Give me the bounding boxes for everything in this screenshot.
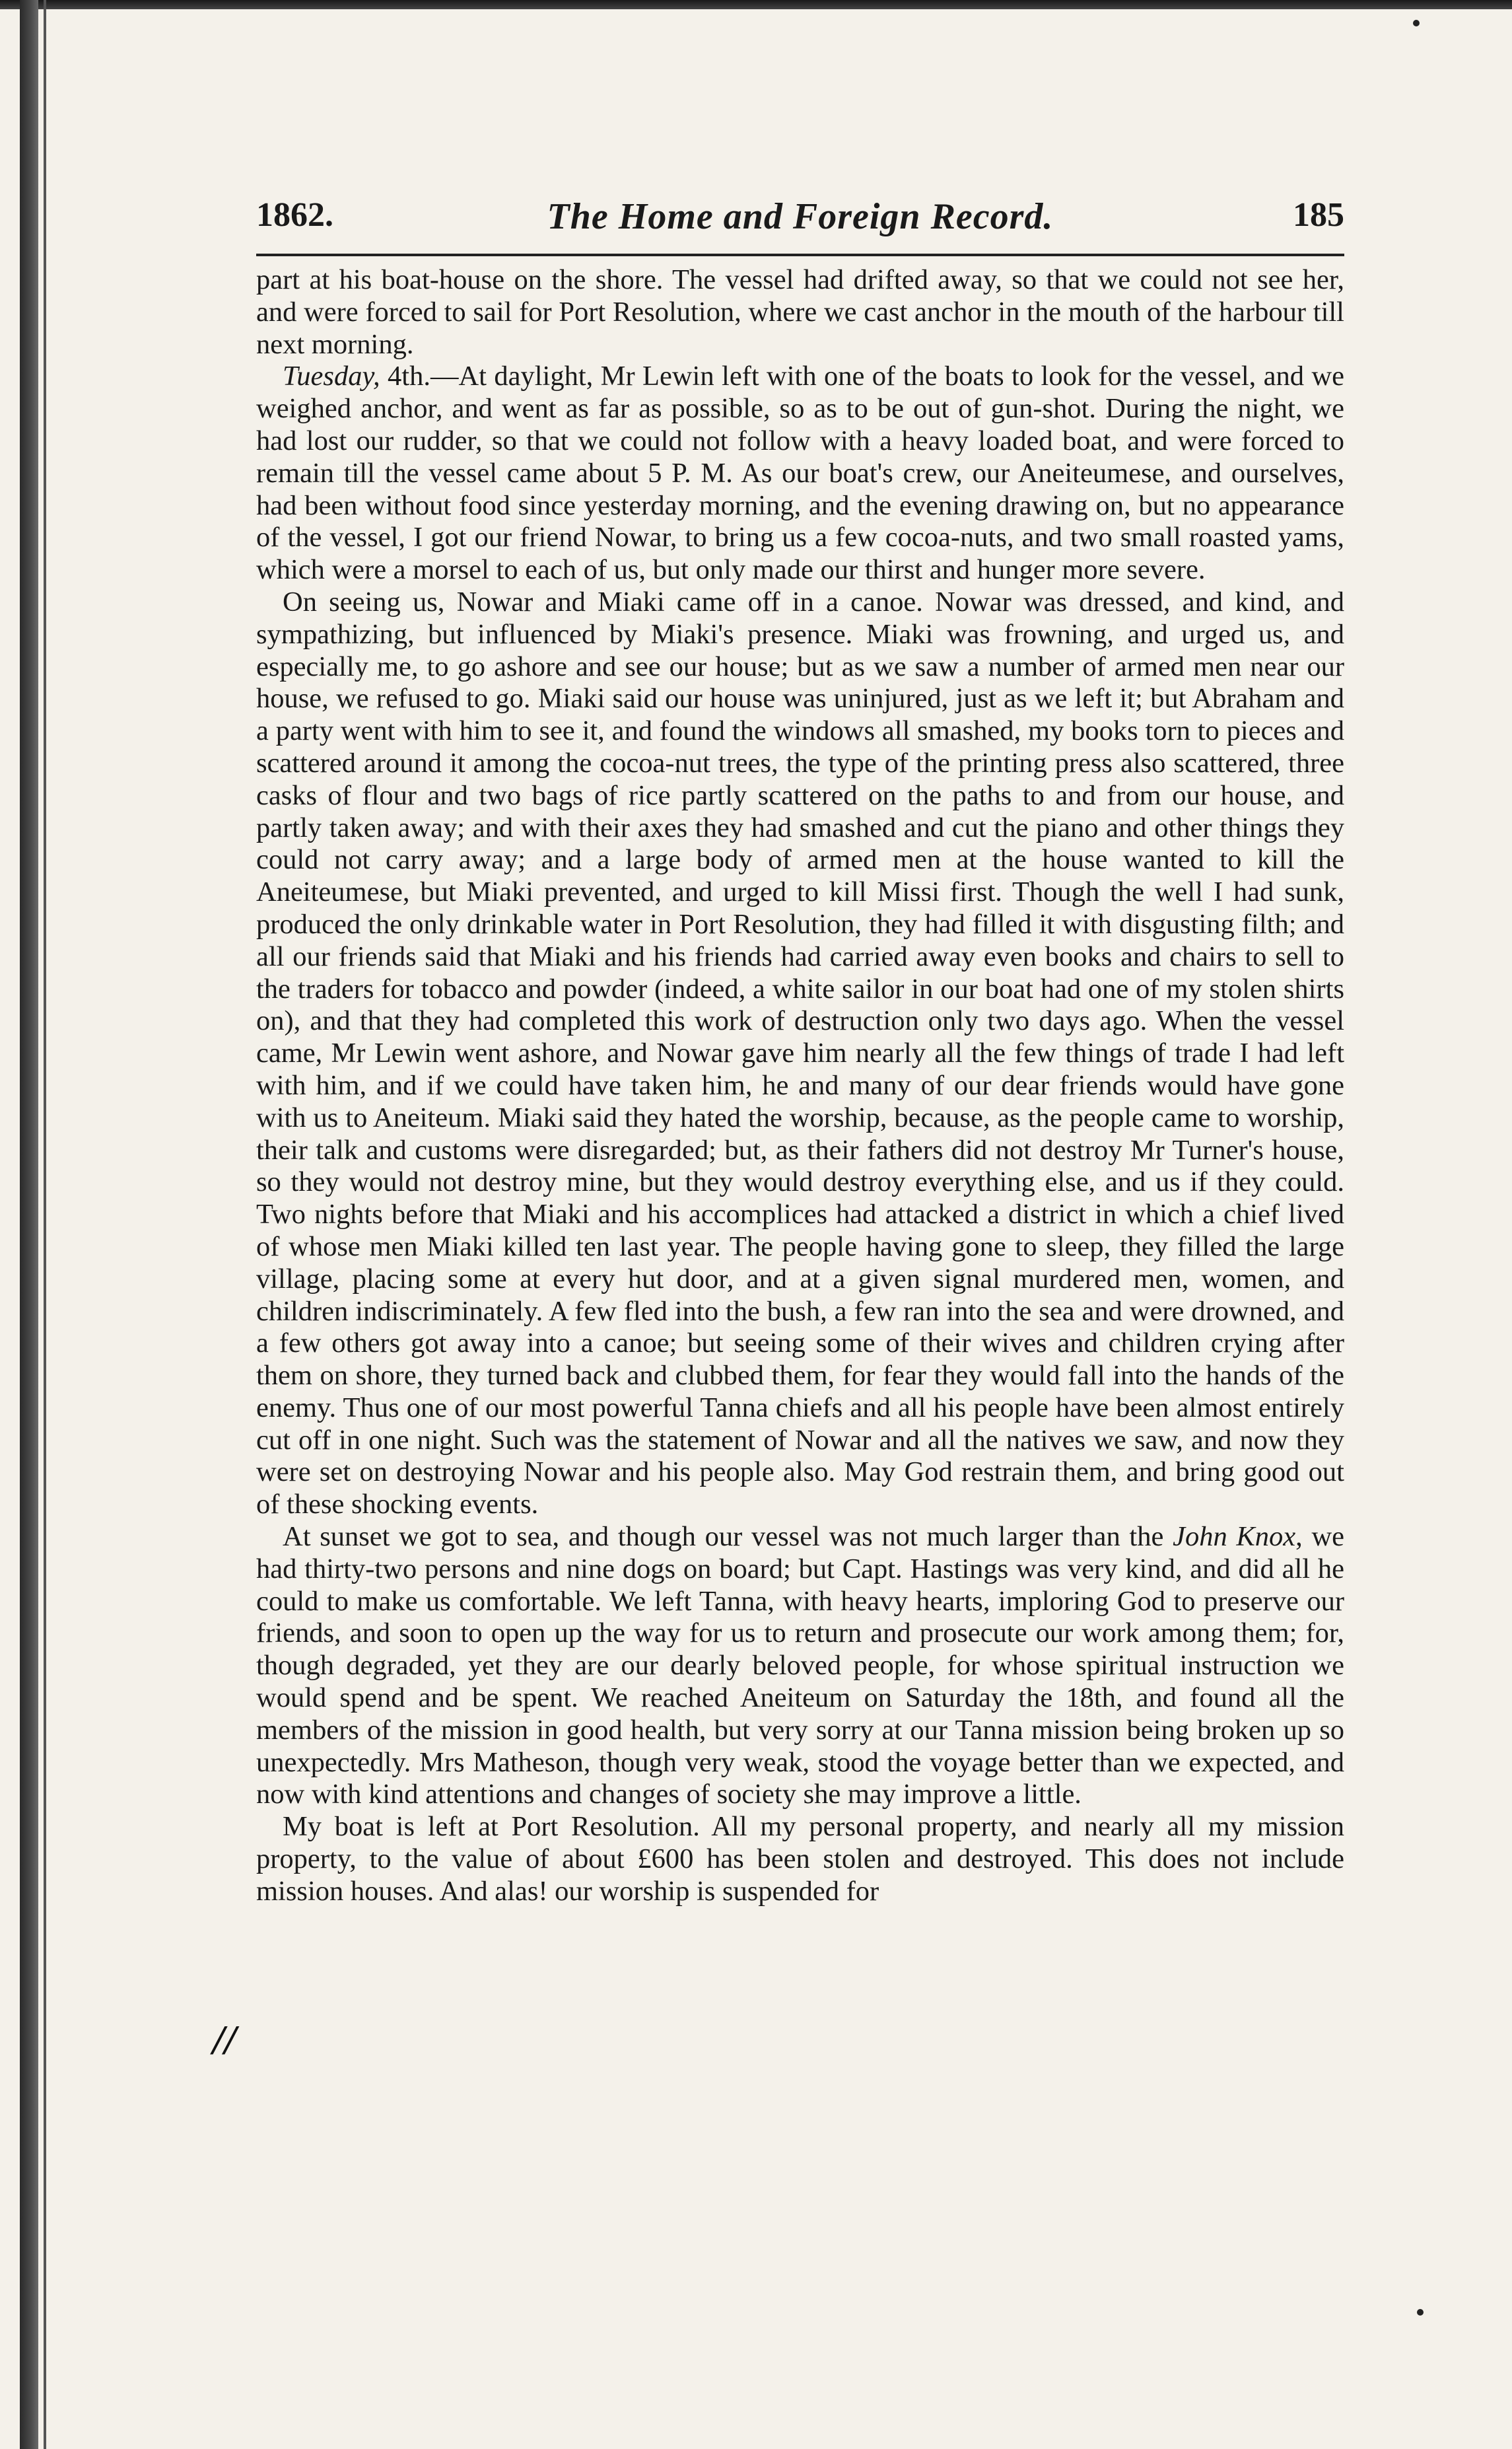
paragraph-2	[256, 361, 1344, 586]
paragraph-2-text: 4th.—At daylight, Mr Lewin left with one of the boats to look for the vessel, and we weighed anchor, and went as far as possible, so as to be out of gun-shot. During the night, we had lost our rudder, so that we could not follow with a heavy loaded boat, and were forced to remain till the vessel came about 5 P. M. As our boat's crew, our Aneiteumese, and ourselves, had been without food since yesterday morning, and the evening drawing on, but no appearance of the vessel, I got our friend Nowar, to bring us a few cocoa-nuts, and two small roasted yams, which were a morsel to each of us, but only made our thirst and hunger more severe.	[256, 361, 1345, 586]
margin-mark: //	[213, 2016, 236, 2063]
paragraph-4-text-b: , we had thirty-two persons and nine dogs on board; but Capt. Hastings was very kind, and did all he could to make us comfortable. We left Tanna, with heavy hearts, imploring God to preserve our friends, and soon to open up the way for us to return and prosecute our work among them; for, though degraded, yet they are our dearly beloved people, for whose spiritual instruction we would spend and be spent. We reached Aneiteum on Saturday the 18th, and found all the members of the mission in good health, but very sorry at our Tanna mission being broken up so unexpectedly. Mrs Matheson, though very weak, stood the voyage better than we expected, and now with kind attentions and changes of society she may improve a little.	[256, 1521, 1345, 1810]
page-number: 185	[1293, 196, 1344, 234]
paragraph-1: part at his boat-house on the shore. The vessel had drifted away, so that we could not see her, and were forced to sail for Port Resolution, where we cast anchor in the mouth of the harbour till next morning.	[256, 264, 1344, 360]
scan-top-edge	[0, 0, 1512, 9]
ship-name: John Knox	[1173, 1521, 1296, 1553]
scan-speck	[1417, 2309, 1424, 2316]
scan-binding-edge	[20, 0, 38, 2449]
paragraph-4	[256, 1521, 1344, 1811]
paragraph-5: My boat is left at Port Resolution. All my personal property, and nearly all my mission property, to the value of about £600 has been stolen and destroyed. This does not include mission houses. And alas! our worship is suspended for	[256, 1811, 1344, 1907]
day-label: Tuesday,	[283, 361, 380, 392]
header-title: The Home and Foreign Record.	[547, 196, 1054, 237]
paragraph-3: On seeing us, Nowar and Miaki came off in a canoe. Nowar was dressed, and kind, and sympathizing, but influenced by Miaki's presence. Miaki was frowning, and urged us, and especially me, to go ashore and see our house; but as we saw a number of armed men near our house, we refused to go. Miaki said our house was uninjured, just as we left it; but Abraham and a party went with him to see it, and found the windows all smashed, my books torn to pieces and scattered around it among the cocoa-nut trees, the type of the printing press also scattered, three casks of flour and two bags of rice partly scattered on the paths to and from our house, and partly taken away; and with their axes they had smashed and cut the piano and other things they could not carry away; and a large body of armed men at the house wanted to kill the Aneiteumese, but Miaki prevented, and urged to kill Missi first. Though the well I had sunk, produced the only drinkable water in Port Resolution, they had filled it with disgusting filth; and all our friends said that Miaki and his friends had carried away even books and chairs to sell to the traders for tobacco and powder (indeed, a white sailor in our boat had one of my stolen shirts on), and that they had completed this work of destruction only two days ago. When the vessel came, Mr Lewin went ashore, and Nowar gave him nearly all the few things of trade I had left with him, and if we could have taken him, he and many of our dear friends would have gone with us to Aneiteum. Miaki said they hated the worship, because, as the people came to worship, their talk and customs were disregarded; but, as their fathers did not destroy Mr Turner's house, so they would not destroy mine, but they would destroy everything else, and us if they could. Two nights before that Miaki and his accomplices had attacked a district in which a chief lived of whose men Miaki killed ten last year. The people having gone to sleep, they filled the large village, placing some at every hut door, and at a given signal murdered men, women, and children indiscriminately. A few fled into the bush, a few ran into the sea and were drowned, and a few others got away into a canoe; but seeing some of their wives and children crying after them on shore, they turned back and clubbed them, for fear they would fall into the hands of the enemy. Thus one of our most powerful Tanna chiefs and all his people have been almost entirely cut off in one night. Such was the statement of Nowar and all the natives we saw, and now they were set on destroying Nowar and his people also. May God restrain them, and bring good out of these shocking events.	[256, 586, 1344, 1520]
header-year: 1862.	[256, 196, 333, 234]
article-body	[256, 264, 1344, 1908]
header-rule	[256, 254, 1344, 256]
scan-speck	[1413, 20, 1420, 26]
paragraph-4-text-a: At sunset we got to sea, and though our vessel was not much larger than the	[283, 1521, 1164, 1553]
running-header	[256, 195, 1344, 247]
